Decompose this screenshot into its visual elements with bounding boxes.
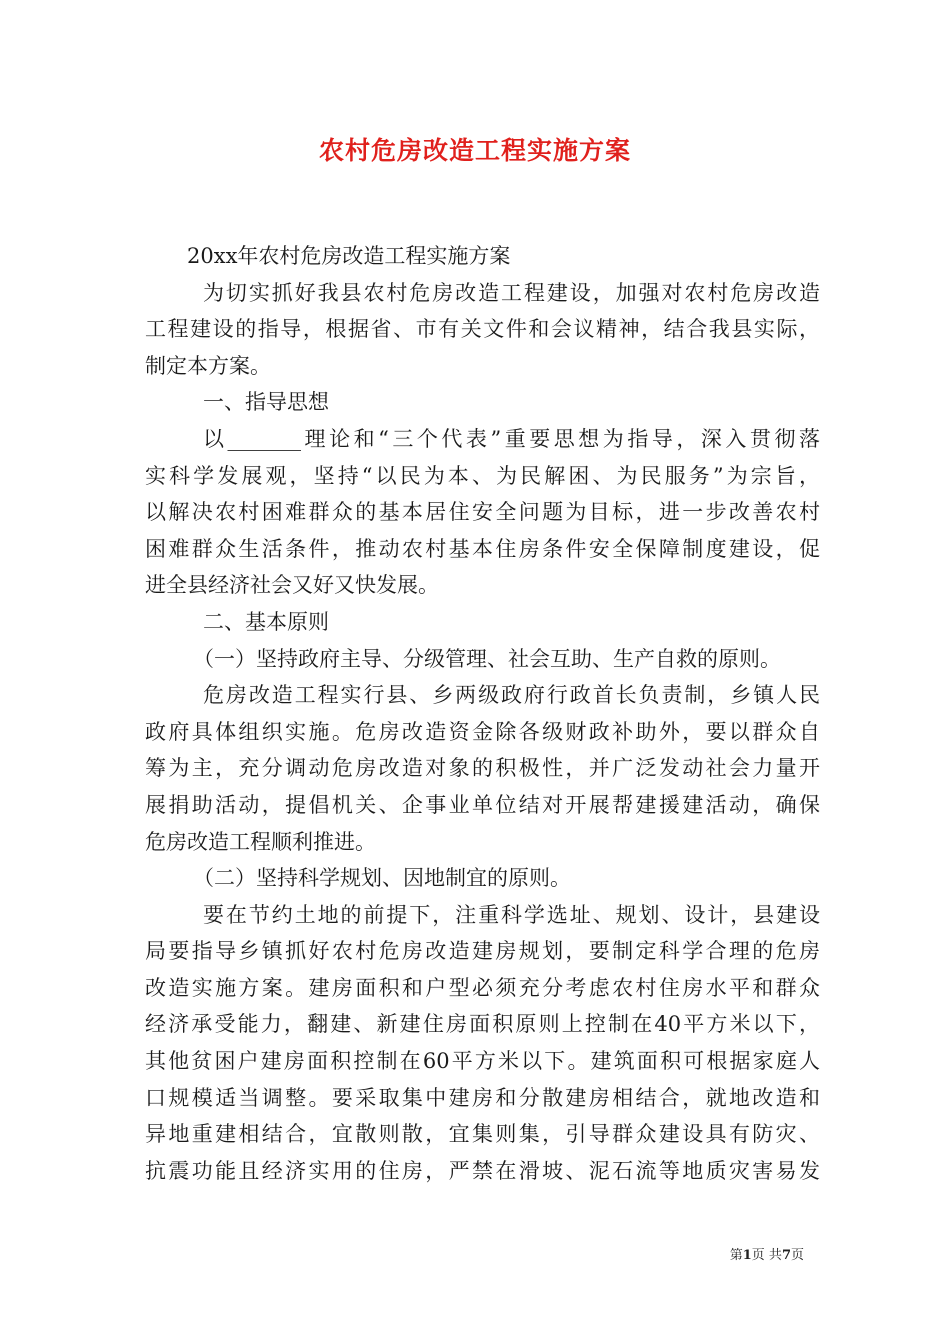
paragraph-line: 危房改造工程实行县、乡两级政府行政首长负责制，乡镇人民	[203, 683, 820, 708]
paragraph-line: 以_______理论和“三个代表”重要思想为指导，深入贯彻落	[203, 426, 820, 451]
paragraph-line: 困难群众生活条件，推动农村基本住房条件安全保障制度建设，促	[145, 536, 820, 561]
subsection-heading: （一）坚持政府主导、分级管理、社会互助、生产自救的原则。	[193, 646, 781, 671]
paragraph-line: 其他贫困户建房面积控制在60平方米以下。建筑面积可根据家庭人	[145, 1049, 820, 1074]
document-body	[145, 238, 820, 1189]
paragraph-line: 实科学发展观，坚持“以民为本、为民解困、为民服务”为宗旨，	[145, 463, 820, 488]
paragraph-line: 为切实抓好我县农村危房改造工程建设，加强对农村危房改造	[203, 280, 820, 305]
doc-subtitle: 20xx年农村危房改造工程实施方案	[187, 244, 511, 268]
paragraph-line: 政府具体组织实施。危房改造资金除各级财政补助外，要以群众自	[145, 719, 820, 744]
paragraph-line: 展捐助活动，提倡机关、企事业单位结对开展帮建援建活动，确保	[145, 792, 820, 817]
subsection-heading: （二）坚持科学规划、因地制宜的原则。	[193, 866, 571, 891]
footer-prefix: 第	[729, 1248, 743, 1263]
paragraph-line: 进全县经济社会又好又快发展。	[145, 573, 439, 598]
footer-suffix: 页	[790, 1248, 804, 1263]
page-footer	[730, 1244, 804, 1263]
paragraph-line: 经济承受能力，翻建、新建住房面积原则上控制在40平方米以下，	[145, 1012, 820, 1037]
paragraph-line: 筹为主，充分调动危房改造对象的积极性，并广泛发动社会力量开	[145, 756, 820, 781]
paragraph-line: 局要指导乡镇抓好农村危房改造建房规划，要制定科学合理的危房	[145, 939, 820, 964]
section-heading: 二、基本原则	[203, 609, 329, 634]
paragraph-line: 危房改造工程顺利推进。	[145, 829, 376, 854]
footer-middle: 页 共	[751, 1248, 782, 1263]
paragraph-line: 要在节约土地的前提下，注重科学选址、规划、设计，县建设	[203, 902, 820, 927]
paragraph-line: 抗震功能且经济实用的住房，严禁在滑坡、泥石流等地质灾害易发	[145, 1158, 820, 1183]
paragraph-line: 异地重建相结合，宜散则散，宜集则集，引导群众建设具有防灾、	[145, 1122, 820, 1147]
paragraph-line: 改造实施方案。建房面积和户型必须充分考虑农村住房水平和群众	[145, 975, 820, 1000]
paragraph-line: 工程建设的指导，根据省、市有关文件和会议精神，结合我县实际，	[145, 317, 820, 342]
paragraph-line: 口规模适当调整。要采取集中建房和分散建房相结合，就地改造和	[145, 1085, 820, 1110]
total-page-number: 7	[781, 1248, 791, 1263]
paragraph-line: 制定本方案。	[145, 353, 271, 378]
current-page-number: 1	[742, 1248, 752, 1263]
document-title: 农村危房改造工程实施方案	[318, 136, 631, 165]
section-heading: 一、指导思想	[203, 390, 329, 415]
paragraph-line: 以解决农村困难群众的基本居住安全问题为目标，进一步改善农村	[145, 500, 820, 525]
